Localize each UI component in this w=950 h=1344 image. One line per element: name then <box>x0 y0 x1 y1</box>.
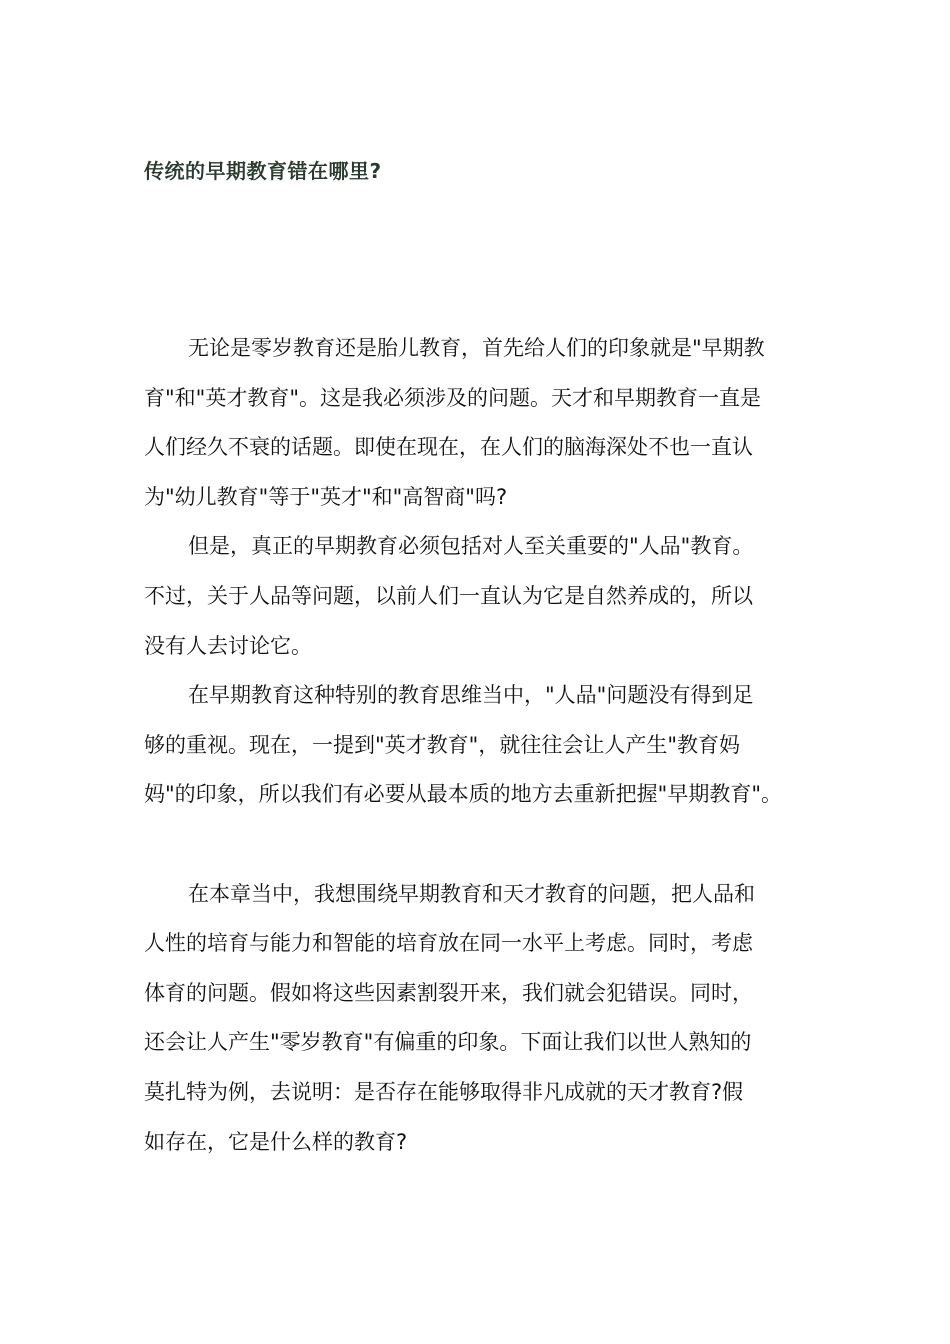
paragraph-line: 但是，真正的早期教育必须包括对人至关重要的"人品"教育。 <box>188 534 754 559</box>
paragraph-line: 人们经久不衰的话题。即使在现在，在人们的脑海深处不也一直认 <box>144 435 753 460</box>
paragraph-1 <box>144 324 812 522</box>
paragraph-line: 体育的问题。假如将这些因素割裂开来，我们就会犯错误。同时， <box>144 980 753 1005</box>
paragraph-line: 妈"的印象，所以我们有必要从最本质的地方去重新把握"早期教育"。 <box>144 782 782 807</box>
paragraph-3 <box>144 671 812 820</box>
paragraph-line: 莫扎特为例，去说明：是否存在能够取得非凡成就的天才教育?假 <box>144 1079 744 1104</box>
paragraph-line: 育"和"英才教育"。这是我必须涉及的问题。天才和早期教育一直是 <box>144 385 761 410</box>
document-title: 传统的早期教育错在哪里? <box>144 159 382 183</box>
paragraph-4 <box>144 870 812 1168</box>
paragraph-line: 在早期教育这种特别的教育思维当中，"人品"问题没有得到足 <box>188 683 754 708</box>
paragraph-line: 不过，关于人品等问题，以前人们一直认为它是自然养成的，所以 <box>144 583 753 608</box>
paragraph-2 <box>144 522 812 671</box>
paragraph-line: 还会让人产生"零岁教育"有偏重的印象。下面让我们以世人熟知的 <box>144 1030 752 1055</box>
paragraph-gap <box>144 820 812 870</box>
document-body <box>144 324 812 1167</box>
paragraph-line: 没有人去讨论它。 <box>144 633 312 658</box>
paragraph-line: 人性的培育与能力和智能的培育放在同一水平上考虑。同时，考虑 <box>144 931 753 956</box>
paragraph-line: 无论是零岁教育还是胎儿教育，首先给人们的印象就是"早期教 <box>188 336 765 360</box>
paragraph-line: 为"幼儿教育"等于"英才"和"高智商"吗? <box>144 484 508 509</box>
paragraph-line: 在本章当中，我想围绕早期教育和天才教育的问题，把人品和 <box>188 881 755 906</box>
paragraph-line: 如存在，它是什么样的教育? <box>144 1129 408 1154</box>
paragraph-line: 够的重视。现在，一提到"英才教育"，就往往会让人产生"教育妈 <box>144 732 740 757</box>
